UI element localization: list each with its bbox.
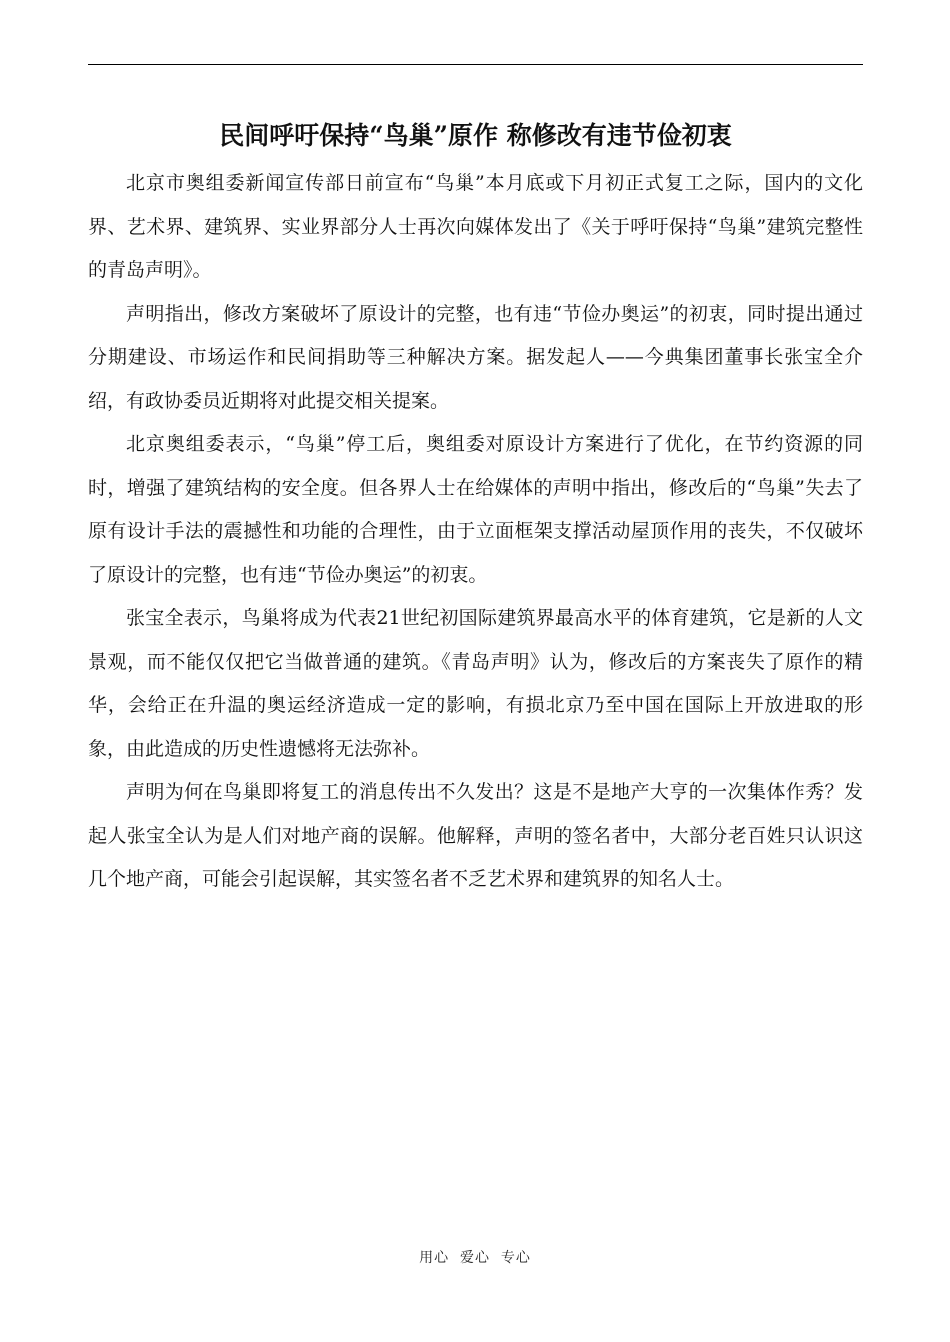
paragraph-3: 北京奥组委表示，“鸟巢”停工后，奥组委对原设计方案进行了优化，在节约资源的同时，增强了建筑结构的安全度。但各界人士在给媒体的声明中指出，修改后的“鸟巢”失去了原有设计手法的震撼性和功能的合理性，由于立面框架支撑活动屋顶作用的丧失，不仅破坏了原设计的完整，也有违“节俭办奥运”的初衷。 (88, 433, 863, 586)
paragraph-4: 张宝全表示，鸟巢将成为代表21世纪初国际建筑界最高水平的体育建筑，它是新的人文景观，而不能仅仅把它当做普通的建筑。《青岛声明》认为，修改后的方案丧失了原作的精华，会给正在升温的奥运经济造成一定的影响，有损北京乃至中国在国际上开放进取的形象，由此造成的历史性遗憾将无法弥补。 (88, 607, 863, 760)
paragraph-5: 声明为何在鸟巢即将复工的消息传出不久发出？这是不是地产大亨的一次集体作秀？发起人张宝全认为是人们对地产商的误解。他解释，声明的签名者中，大部分老百姓只认识这几个地产商，可能会引起误解，其实签名者不乏艺术界和建筑界的知名人士。 (88, 781, 863, 890)
paragraph-1: 北京市奥组委新闻宣传部日前宣布“鸟巢”本月底或下月初正式复工之际，国内的文化界、艺术界、建筑界、实业界部分人士再次向媒体发出了《关于呼吁保持“鸟巢”建筑完整性的青岛声明》。 (88, 172, 863, 281)
article-title: 民间呼吁保持“鸟巢”原作 称修改有违节俭初衷 (219, 121, 732, 150)
page-footer: 用心 爱心 专心 (419, 1250, 531, 1266)
article-body (88, 162, 863, 902)
header-rule (88, 64, 863, 65)
paragraph-2: 声明指出，修改方案破坏了原设计的完整，也有违“节俭办奥运”的初衷，同时提出通过分期建设、市场运作和民间捐助等三种解决方案。据发起人——今典集团董事长张宝全介绍，有政协委员近期将对此提交相关提案。 (88, 302, 863, 412)
